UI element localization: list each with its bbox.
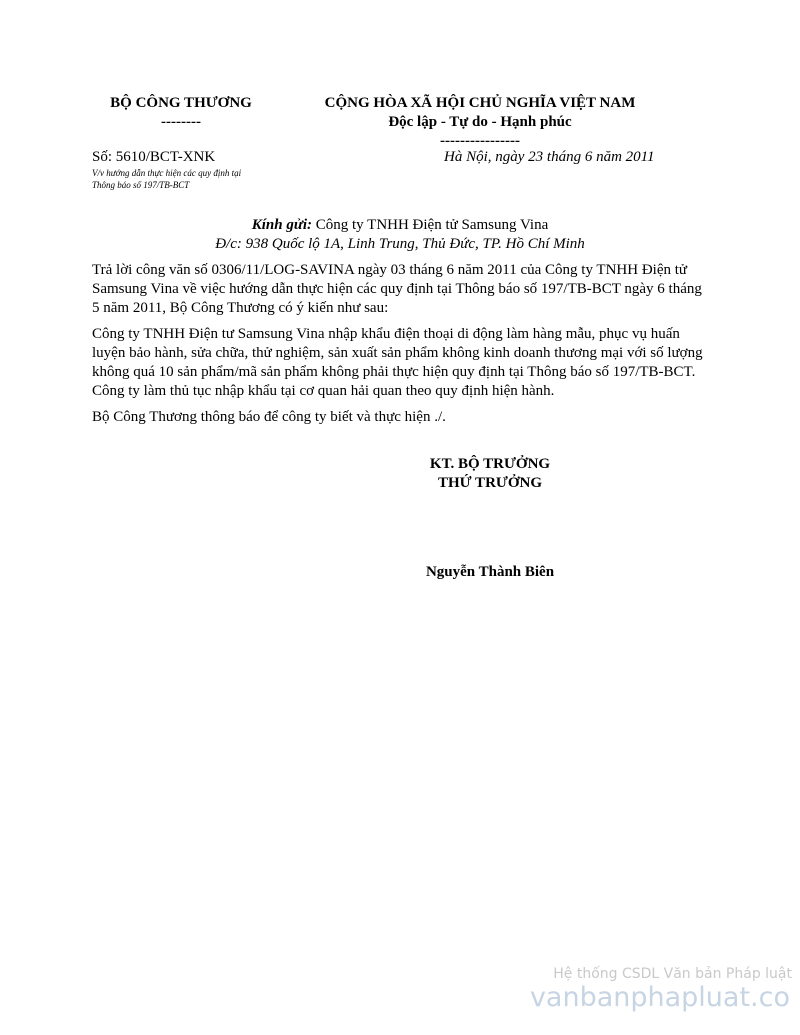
- body-paragraph-2: Công ty TNHH Điện tư Samsung Vina nhập khẩu điện thoại di động làm hàng mẫu, phục vụ huấn luyện bảo hành, sửa chữa, thử nghiệm, sản xuất sản phẩm không kinh doanh thương mại với số lượng không quá 10 sản phẩm/mã sản phẩm không phải thực hiện quy định tại Thông báo số 197/TB-BCT. Công ty làm thủ tục nhập khẩu tại cơ quan hải quan theo quy định hiện hành.: [92, 326, 703, 399]
- body-paragraph-3: Bộ Công Thương thông báo để công ty biết và thực hiện ./.: [92, 409, 446, 425]
- recipient-label: Kính gửi:: [251, 217, 312, 233]
- signature-title-block: [380, 455, 600, 493]
- issuer-block: [96, 94, 266, 132]
- subject-line-1: V/v hướng dẫn thực hiện các quy định tại: [92, 168, 242, 178]
- body-paragraph-1: Trả lời công văn số 0306/11/LOG-SAVINA ngày 03 tháng 6 năm 2011 của Công ty TNHH Điện tử Samsung Vina về việc hướng dẫn thực hiện các quy định tại Thông báo số 197/TB-BCT ngày 6 tháng 5 năm 2011, Bộ Công Thương có ý kiến như sau:: [92, 262, 702, 316]
- signature-title-2: THỨ TRƯỞNG: [437, 475, 543, 491]
- recipient-address: Đ/c: 938 Quốc lộ 1A, Linh Trung, Thủ Đức, TP. Hồ Chí Minh: [215, 236, 585, 252]
- motto-separator: ----------------: [440, 133, 520, 149]
- place-date: Hà Nội, ngày 23 tháng 6 năm 2011: [444, 149, 655, 165]
- recipient-block: [92, 216, 708, 254]
- motto: Độc lập - Tự do - Hạnh phúc: [388, 114, 572, 130]
- recipient-name: Công ty TNHH Điện tử Samsung Vina: [312, 217, 549, 233]
- subject-line-2: Thông báo số 197/TB-BCT: [92, 180, 190, 190]
- ministry-separator: --------: [161, 114, 201, 130]
- ministry-name: BỘ CÔNG THƯƠNG: [110, 95, 252, 111]
- document-number: Số: 5610/BCT-XNK: [92, 149, 216, 165]
- signer-name: Nguyễn Thành Biên: [425, 564, 555, 580]
- country-name: CỘNG HÒA XÃ HỘI CHỦ NGHĨA VIỆT NAM: [324, 95, 636, 111]
- watermark-caption: Hệ thống CSDL Văn bản Pháp luật: [553, 966, 792, 982]
- signature-title-1: KT. BỘ TRƯỞNG: [429, 456, 551, 472]
- letter-body: [92, 261, 712, 434]
- national-title-block: [300, 94, 660, 151]
- watermark-site: vanbanphapluat.co: [529, 982, 790, 1013]
- document-subject: [92, 167, 312, 191]
